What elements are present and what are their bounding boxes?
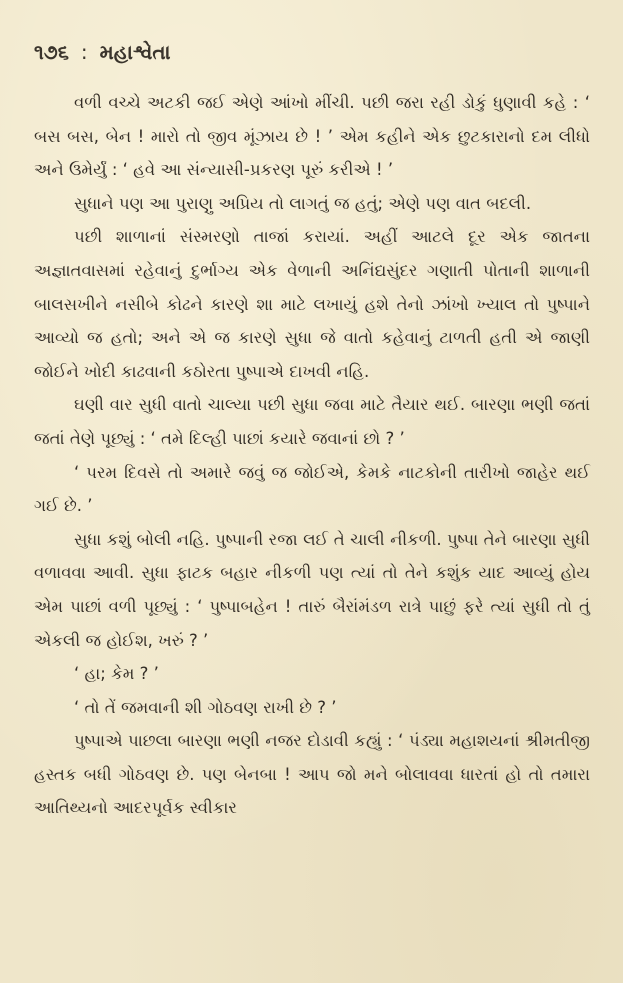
paragraph: ‘ તો તેં જમવાની શી ગોઠવણ રાખી છે ? ’ — [74, 697, 337, 717]
paragraph: ‘ હા; કેમ ? ’ — [74, 664, 159, 684]
paragraph: સુધાને પણ આ પુરાણુ અપ્રિય તો લાગતું જ હતું; એણે પણ વાત બદલી. — [74, 193, 532, 213]
paragraph: પછી શાળાનાં સંસ્મરણો તાજાં કરાયાં. અહીં આટલે દૂર એક જાતના અજ્ઞાતવાસમાં રહેવાનું દુર્ભાગ્ય એક વેળાની અનિંદ્યસુંદર ગણાતી પોતાની શાળાની બાલસખીને નસીબે કોઢને કારણે શા માટે લખાયું હશે તેનો ઝાંખો ખ્યાલ તો પુષ્પાને આવ્યો જ હતો; અને એ જ કારણે સુધા જે વાતો કહેવાનું ટાળતી હતી એ જાણી જોઈને ખોદી કાઢવાની કઠોરતા પુષ્પાએ દાખવી નહિ. — [34, 227, 590, 381]
body-text — [34, 86, 590, 825]
page-header — [34, 40, 171, 64]
paragraph: પુષ્પાએ પાછલા બારણા ભણી નજર દોડાવી કહ્યું : ‘ પંડ્યા મહાશયનાં શ્રીમતીજી હસ્તક બધી ગોઠવણ છે. પણ બેનબા ! આપ જો મને બોલાવવા ધારતાં હો તો તમારા આતિથ્યનો આદરપૂર્વક સ્વીકાર — [34, 731, 590, 818]
page-number: ૧૭૬ — [34, 40, 69, 64]
paragraph: ઘણી વાર સુધી વાતો ચાલ્યા પછી સુધા જવા માટે તૈયાર થઈ. બારણા ભણી જતાં જતાં તેણે પૂછ્યું : ‘ તમે દિલ્હી પાછાં કયારે જવાનાં છો ? ’ — [34, 395, 590, 448]
paragraph: સુધા કશું બોલી નહિ. પુષ્પાની રજા લઈ તે ચાલી નીકળી. પુષ્પા તેને બારણા સુધી વળાવવા આવી. સુધા ફાટક બહાર નીકળી પણ ત્યાં તો તેને કશુંક યાદ આવ્યું હોય એમ પાછાં વળી પૂછ્યું : ‘ પુષ્પાબહેન ! તારું બૈરાંમંડળ રાત્રે પાછું ફરે ત્યાં સુધી તો તું એકલી જ હોઈશ, ખરું ? ’ — [34, 529, 590, 650]
chapter-title: મહાશ્વેતા — [99, 40, 171, 64]
paragraph: વળી વચ્ચે અટકી જઈ એણે આંખો મીંચી. પછી જરા રહી ડોકું ધુણાવી કહે : ‘ બસ બસ, બેન ! મારો તો જીવ મૂંઝાય છે ! ’ એમ કહીને એક છુટકારાનો દમ લીધો અને ઉમેર્યું : ‘ હવે આ સંન્યાસી-પ્રકરણ પૂરું કરીએ ! ’ — [34, 93, 590, 180]
header-separator: : — [80, 40, 88, 64]
paragraph: ‘ પરમ દિવસે તો અમારે જવું જ જોઈએ, કેમકે નાટકોની તારીખો જાહેર થઈ ગઈ છે. ’ — [34, 462, 590, 516]
